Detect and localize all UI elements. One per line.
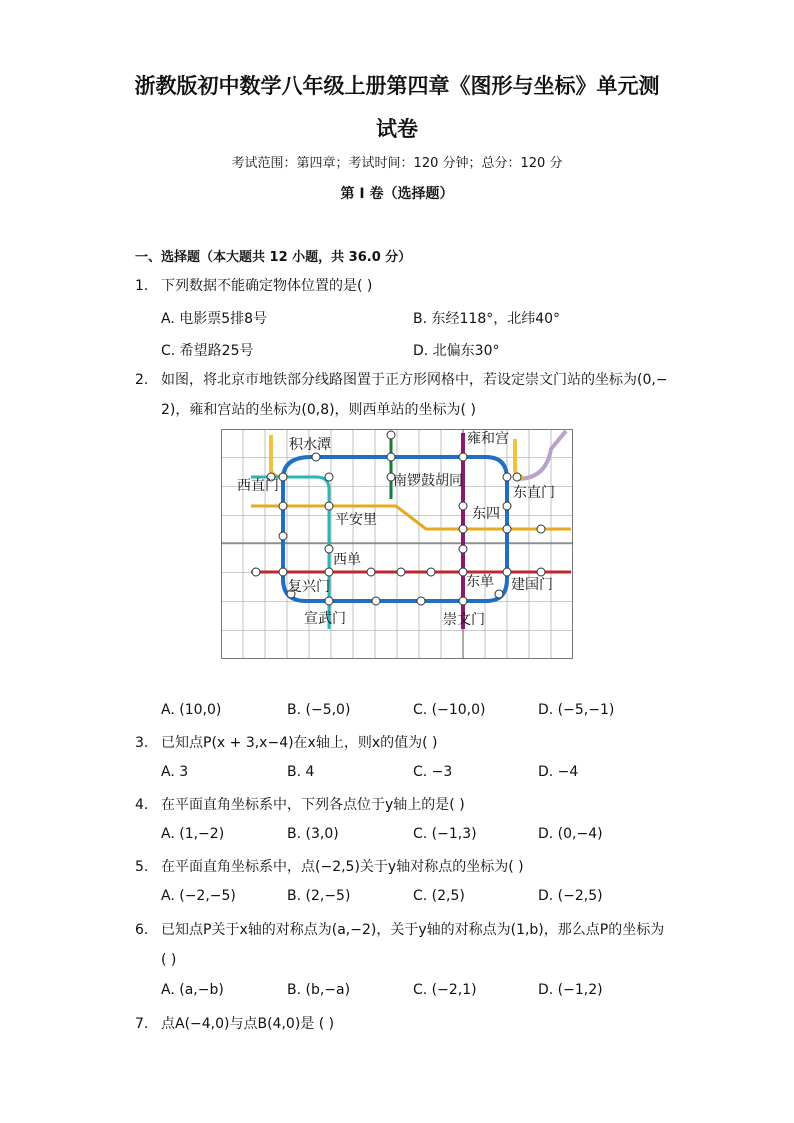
volume-heading: 第 I 卷（选择题）: [340, 186, 454, 202]
question-4: [135, 795, 681, 815]
question-text: 2)，雍和宫站的坐标为(0,8)，则西单站的坐标为( ): [161, 402, 476, 418]
station-label: 雍和宫: [467, 431, 509, 447]
station-label: 平安里: [335, 512, 377, 528]
question-7: [135, 1014, 681, 1034]
station-dot: [503, 473, 511, 481]
option-b[interactable]: B. (3,0): [287, 826, 339, 842]
subway-map-figure: [221, 429, 573, 659]
option-c[interactable]: C. (−10,0): [413, 702, 486, 718]
line-airport: [517, 431, 566, 479]
station-dot: [495, 590, 503, 598]
option-d[interactable]: D. (−2,5): [538, 888, 603, 904]
station-label: 积水潭: [289, 437, 331, 453]
station-dot: [397, 568, 405, 576]
station-dot: [459, 525, 467, 533]
question-number: 5.: [135, 859, 149, 875]
line-4: [251, 477, 329, 629]
question-number: 4.: [135, 797, 149, 813]
question-6: [135, 920, 681, 940]
question-5: [135, 857, 681, 877]
station-dot: [503, 568, 511, 576]
station-dot: [372, 597, 380, 605]
station-label: 建国门: [511, 577, 553, 593]
station-label: 西直门: [237, 478, 279, 494]
question-text: 在平面直角坐标系中，下列各点位于y轴上的是( ): [161, 797, 465, 813]
section-title: 一、选择题（本大题共 12 小题，共 36.0 分）: [135, 250, 412, 265]
station-dot: [325, 597, 333, 605]
station-dot: [325, 502, 333, 510]
question-text: 如图，将北京市地铁部分线路图置于正方形网格中，若设定崇文门站的坐标为(0,−: [161, 372, 668, 388]
option-d[interactable]: D. (−1,2): [538, 982, 603, 998]
question-text: 已知点P(x + 3,x−4)在x轴上，则x的值为( ): [161, 735, 438, 751]
option-a[interactable]: A. 电影票5排8号: [161, 311, 268, 327]
page-title: 浙教版初中数学八年级上册第四章《图形与坐标》单元测: [134, 74, 660, 98]
option-a[interactable]: A. (a,−b): [161, 982, 224, 998]
option-b[interactable]: B. 东经118°，北纬40°: [413, 311, 561, 327]
option-c[interactable]: C. (−2,1): [413, 982, 477, 998]
station-dot: [503, 525, 511, 533]
option-d[interactable]: D. (0,−4): [538, 826, 603, 842]
option-c[interactable]: C. −3: [413, 764, 453, 780]
option-c[interactable]: C. 希望路25号: [161, 343, 254, 359]
station-dot: [279, 532, 287, 540]
station-label: 复兴门: [288, 579, 330, 595]
option-b[interactable]: B. 4: [287, 764, 315, 780]
station-dot: [252, 568, 260, 576]
station-label: 崇文门: [443, 612, 485, 628]
station-label: 东直门: [513, 485, 555, 501]
question-2-line2: [135, 400, 681, 420]
page-title-continued: 试卷: [376, 117, 418, 141]
station-dot: [325, 545, 333, 553]
station-dot: [279, 502, 287, 510]
option-a[interactable]: A. 3: [161, 764, 189, 780]
station-dot: [503, 502, 511, 510]
option-d[interactable]: D. (−5,−1): [538, 702, 615, 718]
station-dot: [387, 431, 395, 439]
station-dot: [279, 568, 287, 576]
station-dot: [417, 597, 425, 605]
station-dot: [459, 545, 467, 553]
station-dot: [459, 597, 467, 605]
option-c[interactable]: C. (2,5): [413, 888, 465, 904]
option-a[interactable]: A. (1,−2): [161, 826, 225, 842]
question-3: [135, 733, 681, 753]
question-1: [135, 276, 681, 296]
grid: [221, 429, 573, 659]
question-number: 1.: [135, 278, 149, 294]
station-dot: [537, 568, 545, 576]
line-13: [271, 435, 283, 477]
exam-info: 考试范围：第四章；考试时间：120 分钟；总分：120 分: [231, 156, 563, 171]
line-6: [251, 506, 571, 529]
station-dot: [459, 502, 467, 510]
option-b[interactable]: B. (b,−a): [287, 982, 351, 998]
station-label: 东四: [472, 506, 500, 522]
station-dot: [367, 568, 375, 576]
option-c[interactable]: C. (−1,3): [413, 826, 477, 842]
station-dot: [325, 473, 333, 481]
question-text: 下列数据不能确定物体位置的是( ): [161, 278, 373, 294]
station-dot: [387, 453, 395, 461]
station-dot: [325, 568, 333, 576]
station-dot: [427, 568, 435, 576]
station-dot: [537, 525, 545, 533]
question-6-line2: [135, 950, 681, 970]
option-d[interactable]: D. 北偏东30°: [413, 343, 500, 359]
station-dot: [459, 453, 467, 461]
question-text: 已知点P关于x轴的对称点为(a,−2)，关于y轴的对称点为(1,b)，那么点P的坐标为: [161, 922, 665, 938]
option-a[interactable]: A. (−2,−5): [161, 888, 236, 904]
station-dot: [513, 473, 521, 481]
option-a[interactable]: A. (10,0): [161, 702, 222, 718]
question-number: 3.: [135, 735, 149, 751]
option-b[interactable]: B. (2,−5): [287, 888, 351, 904]
question-number: 6.: [135, 922, 149, 938]
station-label: 东单: [466, 574, 494, 590]
question-text: 在平面直角坐标系中，点(−2,5)关于y轴对称点的坐标为( ): [161, 859, 524, 875]
question-text: ( ): [161, 952, 177, 968]
station-dot: [279, 473, 287, 481]
question-2: [135, 370, 681, 390]
question-text: 点A(−4,0)与点B(4,0)是 ( ): [161, 1016, 335, 1032]
question-number: 2.: [135, 372, 149, 388]
station-label: 南锣鼓胡同: [393, 473, 463, 489]
station-label: 西单: [333, 552, 361, 568]
station-dot: [312, 453, 320, 461]
question-number: 7.: [135, 1016, 149, 1032]
option-d[interactable]: D. −4: [538, 764, 579, 780]
option-b[interactable]: B. (−5,0): [287, 702, 351, 718]
station-label: 宣武门: [304, 611, 346, 627]
